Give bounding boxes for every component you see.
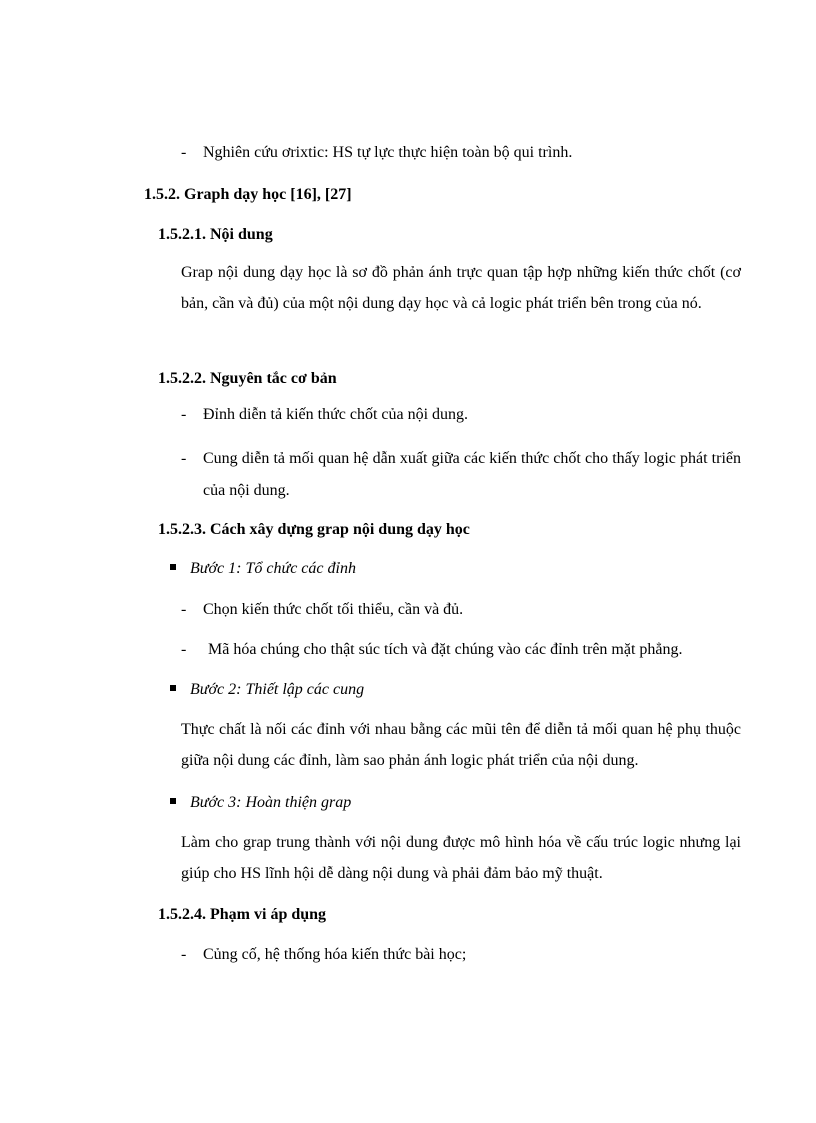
dash-marker: - — [181, 450, 187, 467]
section-heading-1-5-2-2: 1.5.2.2. Nguyên tắc cơ bản — [158, 370, 337, 387]
dash-marker: - — [181, 144, 187, 161]
square-bullet-icon — [170, 798, 176, 804]
section-heading-1-5-2-3: 1.5.2.3. Cách xây dựng grap nội dung dạy học — [158, 521, 470, 538]
dash-marker: - — [181, 946, 187, 963]
section-heading-1-5-2: 1.5.2. Graph dạy học [16], [27] — [144, 186, 352, 203]
paragraph-step-2: Thực chất là nối các đỉnh với nhau bằng các mũi tên để diễn tả mối quan hệ phụ thuộc giữa nội dung các đỉnh, làm sao phản ánh logic phát triển của nội dung. — [181, 721, 741, 769]
step-3-label: Bước 3: Hoàn thiện grap — [190, 794, 352, 811]
paragraph-noi-dung: Grap nội dung dạy học là sơ đồ phản ánh trực quan tập hợp những kiến thức chốt (cơ bản, cần và đủ) của một nội dung dạy học và cả logic phát triển bên trong của nó. — [181, 264, 741, 312]
list-item-text: Cung diễn tả mối quan hệ dẫn xuất giữa các kiến thức chốt cho thấy logic phát triển của nội dung. — [203, 450, 741, 499]
paragraph-step-3: Làm cho grap trung thành với nội dung được mô hình hóa về cấu trúc logic nhưng lại giúp cho HS lĩnh hội dễ dàng nội dung và phải đảm bảo mỹ thuật. — [181, 834, 741, 882]
section-heading-1-5-2-4: 1.5.2.4. Phạm vi áp dụng — [158, 906, 327, 923]
list-item-text: Mã hóa chúng cho thật súc tích và đặt chúng vào các đỉnh trên mặt phẳng. — [208, 641, 683, 658]
list-item-text: Nghiên cứu ơrixtic: HS tự lực thực hiện toàn bộ qui trình. — [203, 144, 573, 161]
list-item — [181, 635, 741, 665]
step-1-bullet — [170, 557, 356, 581]
dash-marker: - — [181, 601, 187, 618]
step-2-bullet — [170, 678, 364, 702]
square-bullet-icon — [170, 685, 176, 691]
dash-marker: - — [181, 641, 187, 658]
step-1-label: Bước 1: Tổ chức các đỉnh — [190, 560, 356, 577]
list-item-text: Chọn kiến thức chốt tối thiểu, cần và đủ. — [203, 601, 464, 618]
step-3-bullet — [170, 791, 351, 815]
list-item-text: Đỉnh diễn tả kiến thức chốt của nội dung. — [203, 406, 469, 423]
list-item-text: Củng cố, hệ thống hóa kiến thức bài học; — [203, 946, 467, 963]
list-item — [181, 940, 741, 970]
list-item — [181, 595, 741, 625]
list-item — [181, 443, 741, 507]
square-bullet-icon — [170, 564, 176, 570]
list-item — [181, 400, 741, 430]
step-2-label: Bước 2: Thiết lập các cung — [190, 681, 365, 698]
intro-list-item — [181, 138, 741, 168]
dash-marker: - — [181, 406, 187, 423]
section-heading-1-5-2-1: 1.5.2.1. Nội dung — [158, 226, 273, 243]
